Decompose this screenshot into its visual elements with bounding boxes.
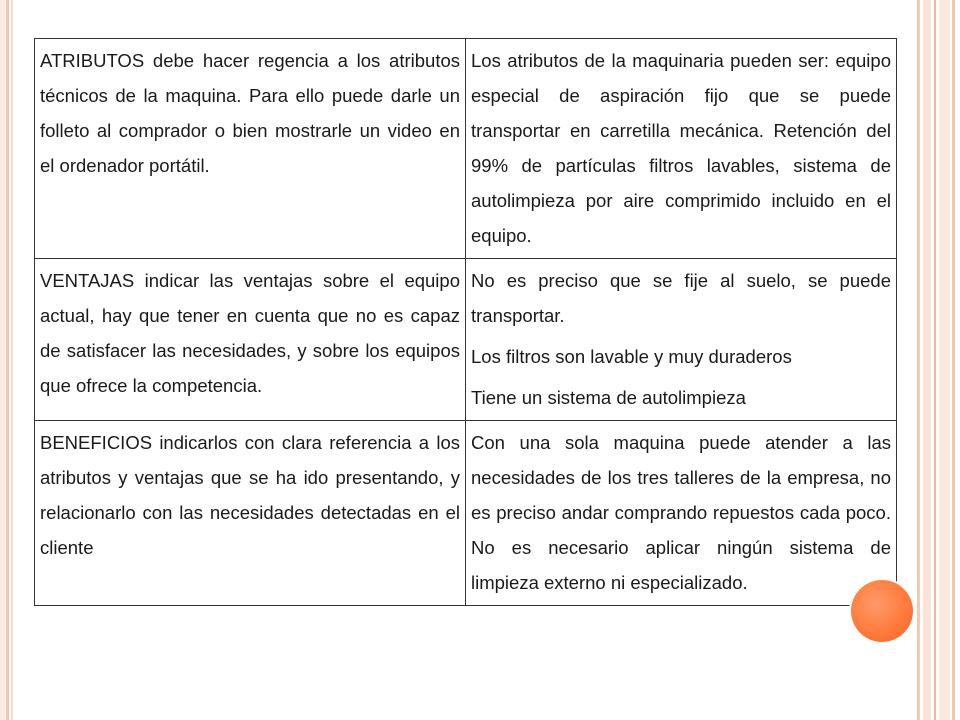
attributes-table xyxy=(34,38,897,606)
right-decor-stripe xyxy=(917,0,920,720)
right-decor-stripe xyxy=(952,0,955,720)
right-decor-stripe xyxy=(934,0,936,720)
right-decor-stripe xyxy=(923,0,931,720)
cell-text: BENEFICIOS indicarlos con clara referencia a los atributos y ventajas que se ha ido presentando, y relacionarlo con las necesidades detectadas en el cliente xyxy=(40,432,460,558)
cell-text: VENTAJAS indicar las ventajas sobre el equipo actual, hay que tener en cuenta que no es capaz de satisfacer las necesidades, y sobre los equipos que ofrece la competencia. xyxy=(40,270,460,396)
table-cell-label xyxy=(35,39,466,259)
cell-paragraph: Con una sola maquina puede atender a las necesidades de los tres talleres de la empresa, no es preciso andar comprando repuestos cada poco. No es necesario aplicar ningún sistema de limpieza externo ni especializado. xyxy=(471,432,891,593)
cell-paragraph: Los atributos de la maquinaria pueden ser: equipo especial de aspiración fijo que se puede transportar en carretilla mecánica. Retención del 99% de partículas filtros lavables, sistema de autolimpieza por aire comprimido incluido en el equipo. xyxy=(471,50,891,246)
right-decor-stripe xyxy=(939,0,950,720)
cell-text: ATRIBUTOS debe hacer regencia a los atributos técnicos de la maquina. Para ello puede darle un folleto al comprador o bien mostrarle un video en el ordenador portátil. xyxy=(40,50,460,176)
table-cell-label xyxy=(35,259,466,421)
table-row-atributos xyxy=(35,39,897,259)
decorative-orange-circle xyxy=(851,580,913,642)
cell-paragraph: No es preciso que se fije al suelo, se puede transportar. xyxy=(471,270,891,326)
table-cell-label xyxy=(35,421,466,606)
cell-paragraph: Los filtros son lavable y muy duraderos xyxy=(471,346,792,367)
table-cell-description xyxy=(466,259,897,421)
table-cell-description xyxy=(466,39,897,259)
table-row-beneficios xyxy=(35,421,897,606)
cell-paragraph: Tiene un sistema de autolimpieza xyxy=(471,387,746,408)
left-decor-stripe xyxy=(0,0,5,720)
table-row-ventajas xyxy=(35,259,897,421)
left-decor-stripe xyxy=(11,0,13,720)
table-cell-description xyxy=(466,421,897,606)
left-decor-stripe xyxy=(6,0,9,720)
